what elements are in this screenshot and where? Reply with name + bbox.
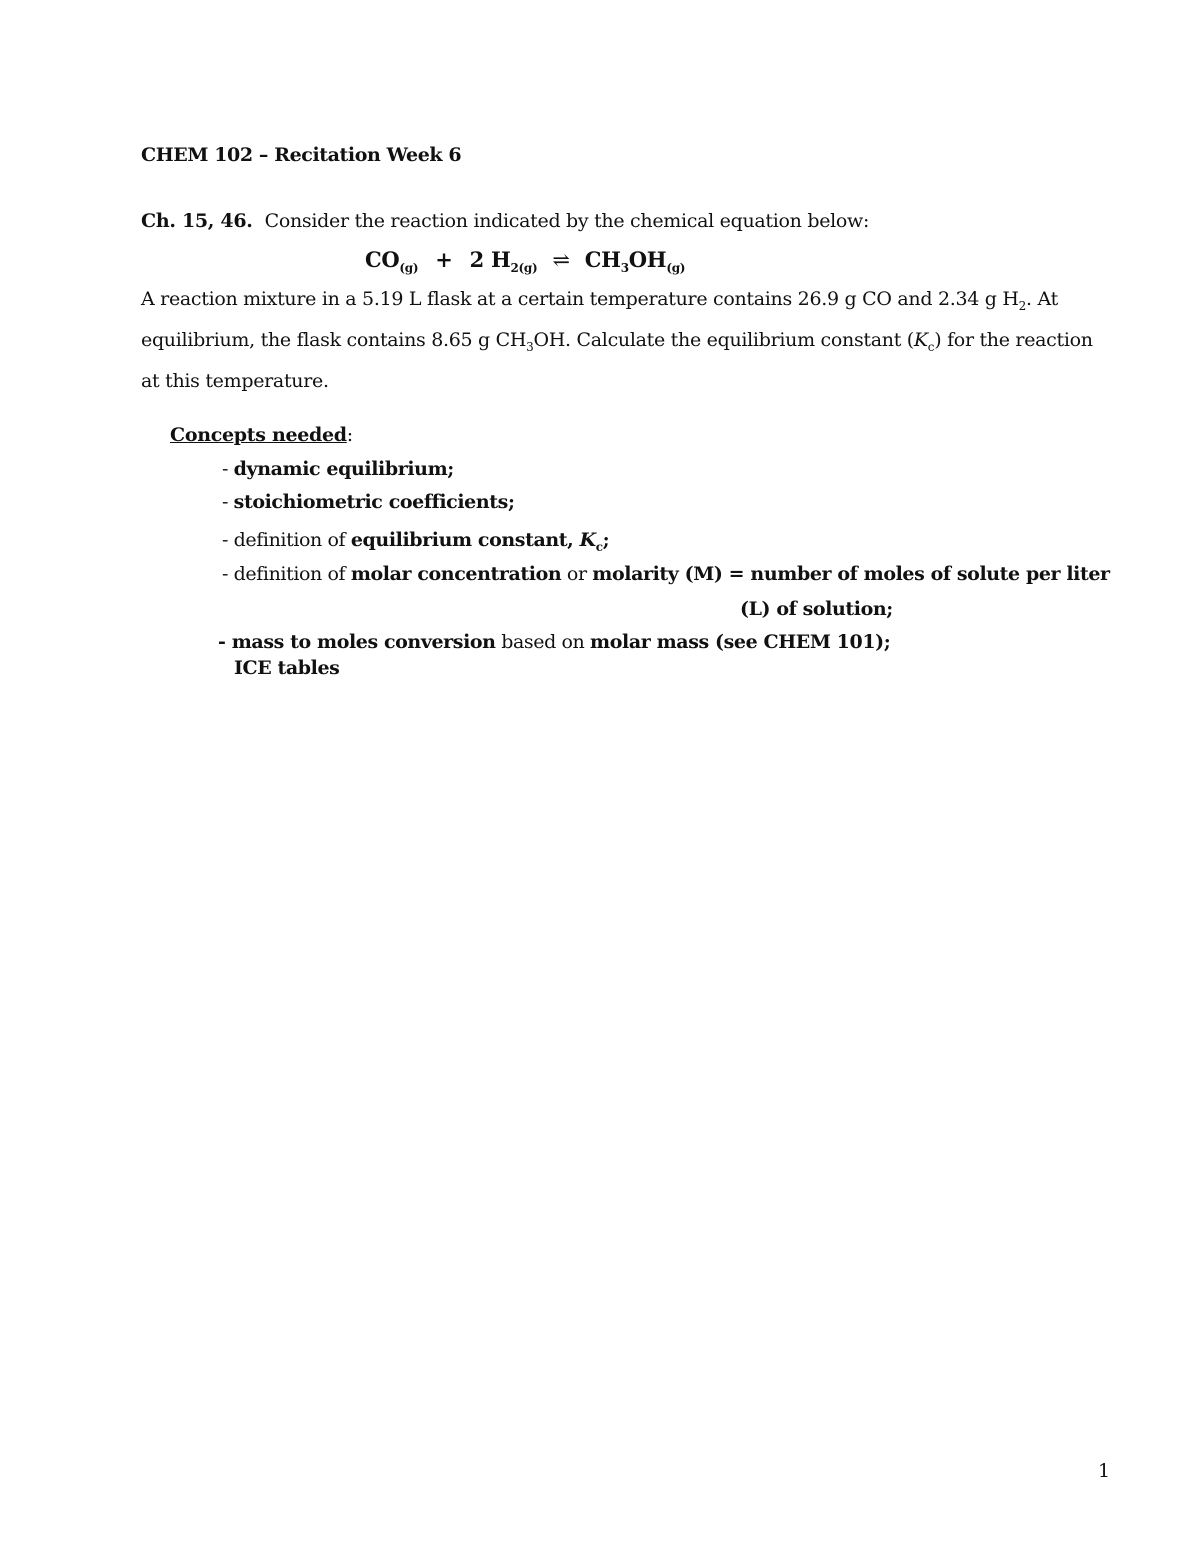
equilibrium-arrow: ⇌ [552, 248, 570, 272]
problem-number: Ch. 15, 46. [141, 210, 253, 232]
plus-sign: + [435, 247, 453, 272]
concepts-heading-text: Concepts needed [170, 424, 347, 446]
kc-symbol: K [579, 529, 596, 551]
concept-connector: or [561, 563, 593, 585]
bullet-dash: - [222, 491, 234, 513]
product-subscript: 3 [620, 261, 629, 276]
concept-item-molarity [222, 563, 1110, 585]
concept-text-continuation: (L) of solution; [740, 598, 893, 620]
concept-connector: based on [495, 631, 591, 653]
product-ch3oh-b: OH [628, 247, 667, 272]
problem-sub-2: 3 [526, 339, 534, 354]
kc-symbol: K [913, 328, 928, 351]
concept-prefix: - definition of [222, 563, 351, 585]
concept-text: equilibrium constant, [350, 529, 580, 551]
problem-intro-text: Consider the reaction indicated by the chemical equation below: [264, 210, 870, 232]
kc-subscript: c [927, 339, 935, 354]
concepts-heading [170, 424, 353, 446]
problem-text-2: . At equilibrium, the flask contains 8.65 g CH [141, 288, 1058, 351]
h2-state: (g) [518, 261, 538, 276]
concept-unit-m: (M) = [678, 563, 751, 585]
concept-text-molarity: molarity [592, 563, 679, 585]
concept-prefix: - definition of [222, 529, 351, 551]
problem-text-4: ) for the reaction at this temperature. [141, 328, 1093, 392]
bullet-dash: - [218, 631, 232, 653]
h2-coefficient: 2 [469, 247, 484, 272]
concept-item-dynamic-equilibrium [222, 458, 454, 480]
concept-item-equilibrium-constant [222, 529, 609, 554]
page-title: CHEM 102 – Recitation Week 6 [141, 144, 462, 166]
concept-text-molar-concentration: molar concentration [350, 563, 562, 585]
product-ch3oh-a: CH [584, 247, 621, 272]
concept-end: ; [602, 529, 610, 551]
concept-text: dynamic equilibrium; [233, 458, 454, 480]
concepts-heading-colon: : [346, 424, 353, 446]
reactant-co: CO [365, 247, 400, 272]
problem-sub-1: 2 [1018, 298, 1027, 313]
problem-text-3: OH. Calculate the equilibrium constant ( [533, 328, 914, 351]
concept-text-definition: number of moles of solute per liter [750, 563, 1110, 585]
reactant-co-state: (g) [399, 261, 419, 276]
h2-subscript: 2 [510, 261, 519, 276]
concept-text: stoichiometric coefficients; [233, 491, 515, 513]
concept-text-mass-to-moles: mass to moles conversion [231, 631, 496, 653]
concept-item-molarity-continuation [740, 598, 893, 620]
concept-text: ICE tables [234, 657, 340, 679]
product-state: (g) [666, 261, 686, 276]
problem-paragraph [141, 282, 1116, 398]
concept-item-stoichiometric [222, 491, 515, 513]
chemical-equation [365, 247, 685, 275]
concept-item-ice-tables [234, 657, 339, 679]
concept-text-molar-mass: molar mass (see CHEM 101); [590, 631, 891, 653]
problem-text-1: A reaction mixture in a 5.19 L flask at a certain temperature contains 26.9 g CO and 2.34 g H [141, 288, 1019, 310]
reactant-h2: H [490, 247, 511, 272]
page-number: 1 [1098, 1460, 1111, 1482]
kc-subscript: c [595, 539, 603, 554]
bullet-dash: - [222, 458, 234, 480]
problem-statement-intro [141, 210, 869, 232]
concept-item-mass-to-moles [218, 631, 890, 653]
